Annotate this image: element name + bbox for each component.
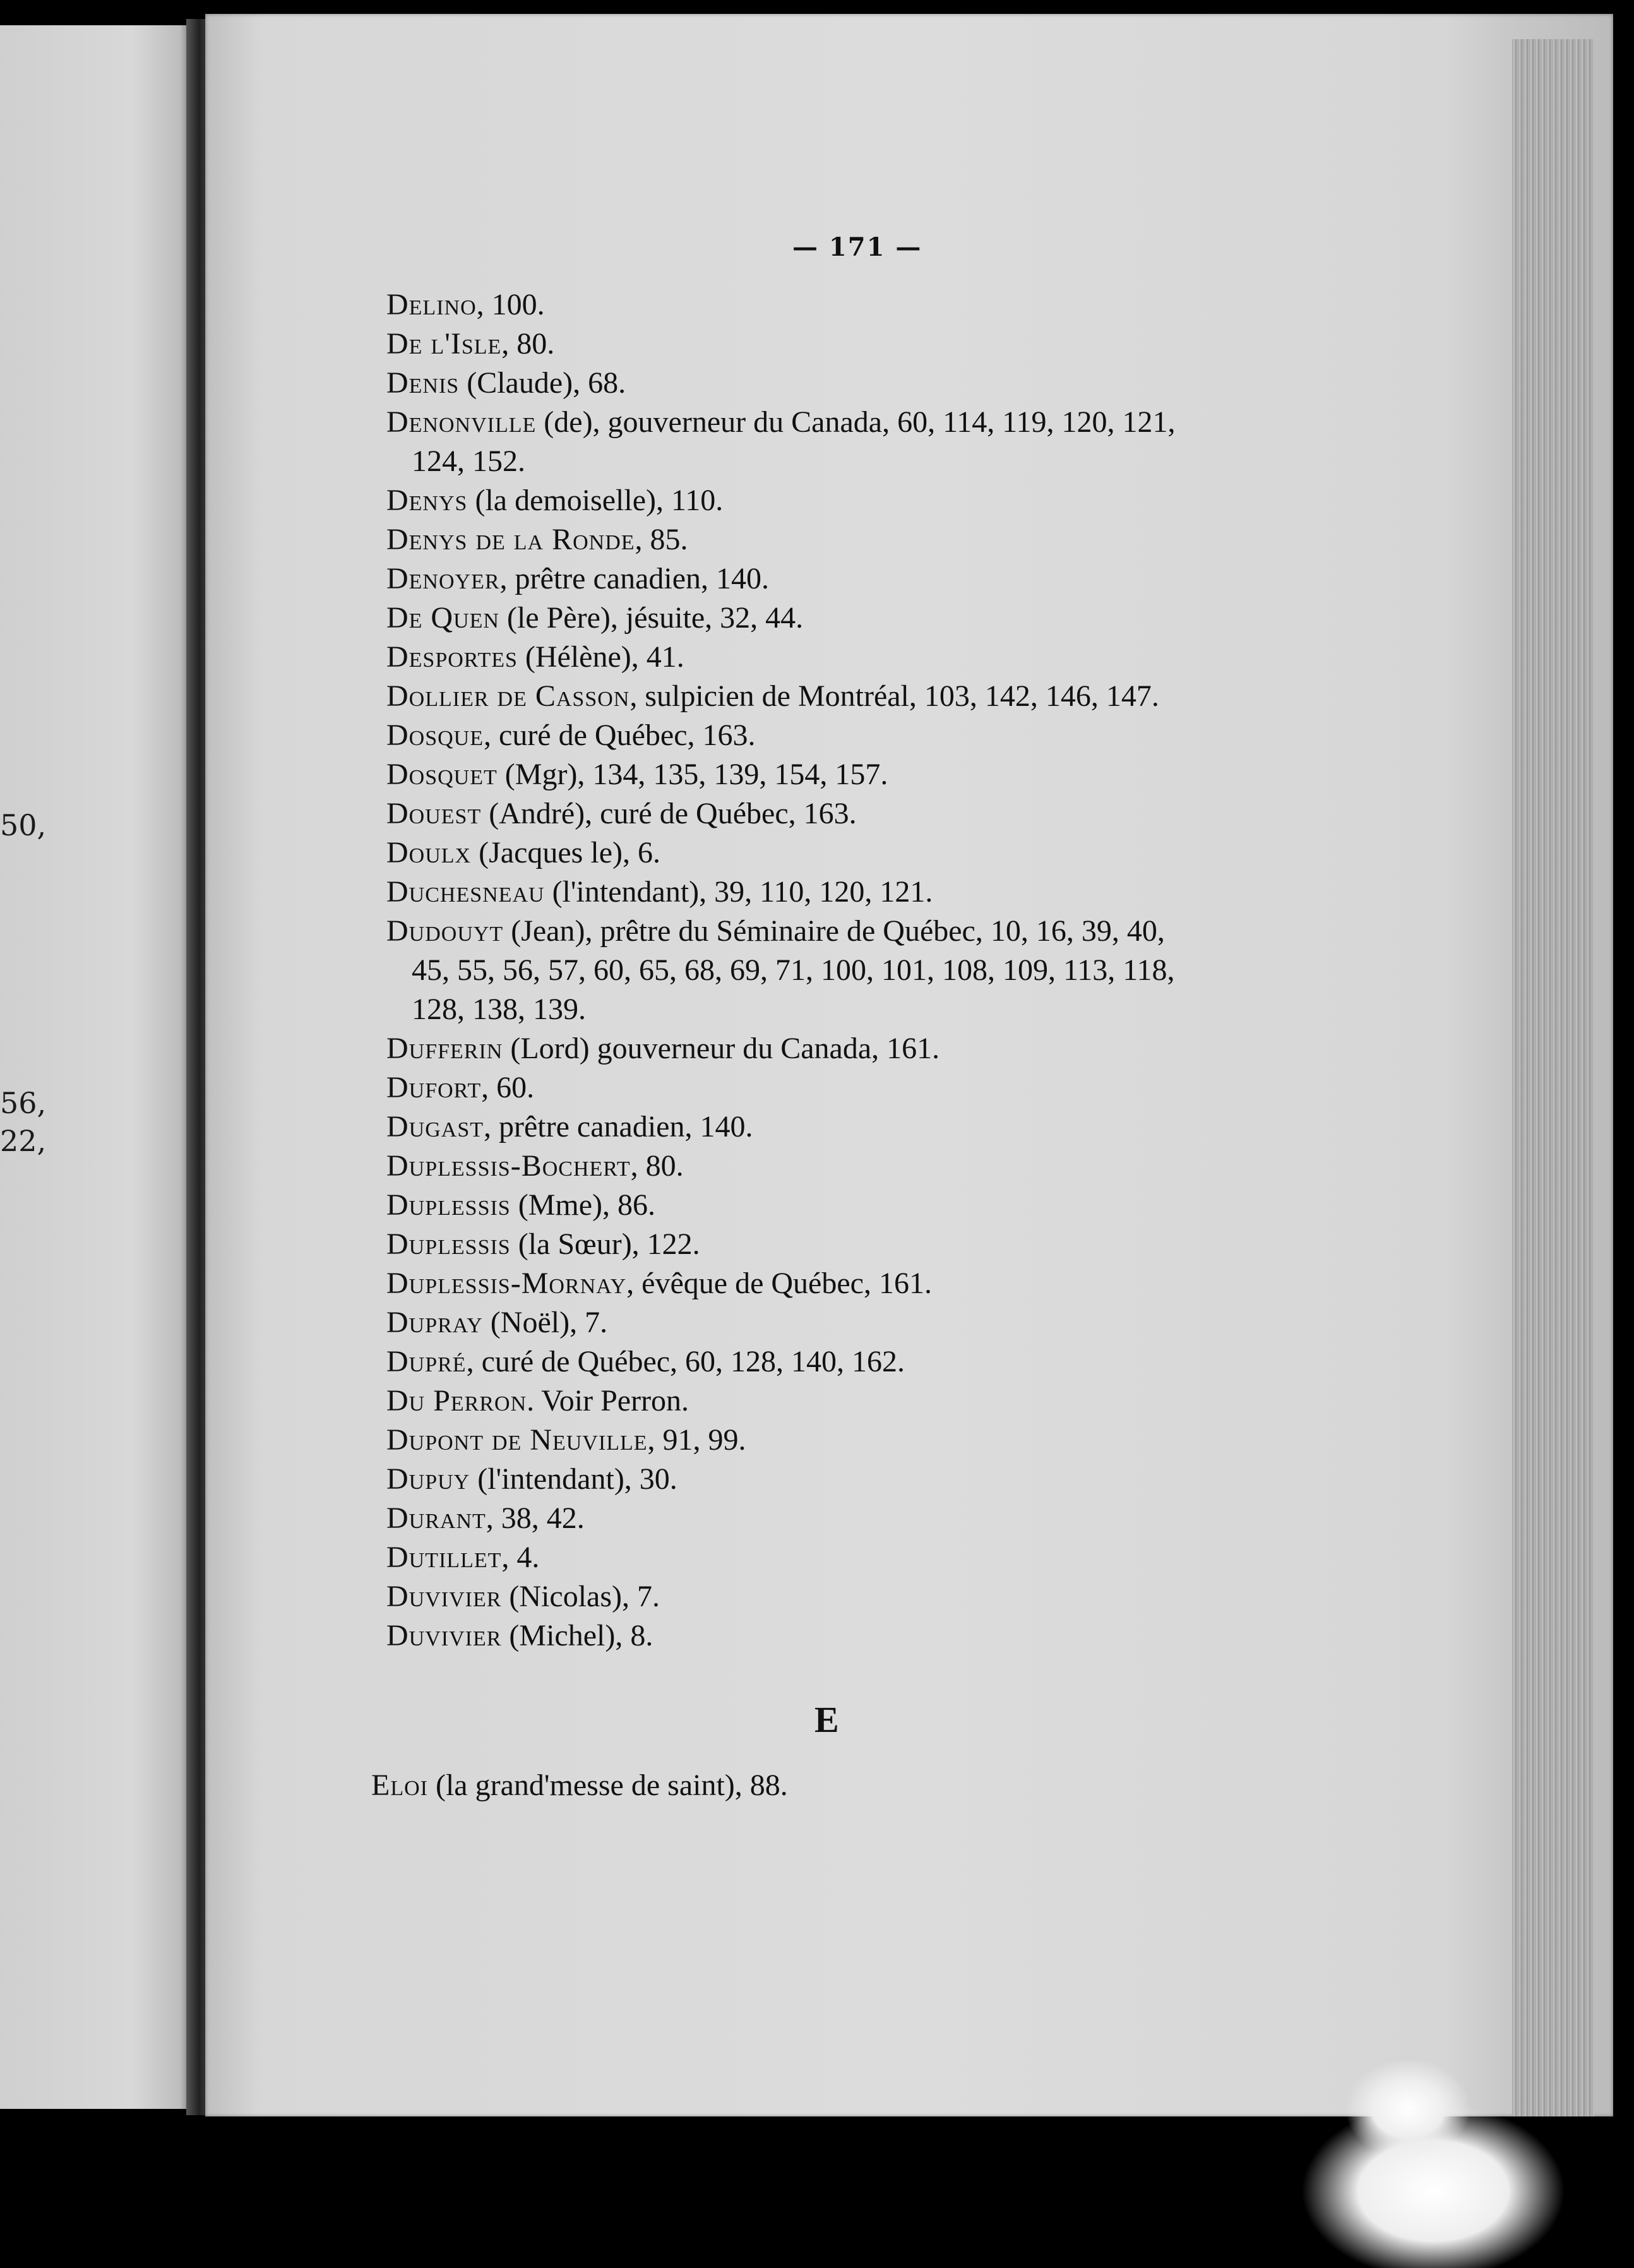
index-entry [386,1577,1333,1616]
entry-text: (Nicolas), 7. [501,1580,660,1613]
index-entry [386,1264,1333,1303]
index-entry [386,520,1333,559]
entry-text: (l'intendant), 39, 110, 120, 121. [544,875,933,909]
index-entry [386,364,1333,403]
entry-heading: De l'Isle [386,327,502,361]
entry-text: (Lord) gouverneur du Canada, 161. [503,1032,940,1065]
entry-heading: Denonville [386,405,537,439]
entry-text: , curé de Québec, 163. [484,719,756,752]
entry-text: (Jean), prêtre du Séminaire de Québec, 10, 16, 39, 40, [503,914,1165,948]
entry-heading: Dufferin [386,1032,503,1065]
index-entry [386,716,1333,755]
entry-text: (Hélène), 41. [517,640,684,674]
entry-text: , curé de Québec, 60, 128, 140, 162. [466,1345,905,1378]
index-entry [386,990,1333,1029]
entry-heading: Dupont de Neuville [386,1423,648,1457]
entry-heading: Dollier de Casson [386,679,630,713]
index-entry-list-e [371,1768,788,1803]
entry-heading: Dosque [386,719,484,752]
index-entry [386,1382,1333,1421]
entry-text: (Claude), 68. [459,366,626,400]
entry-text: , prêtre canadien, 140. [484,1110,753,1143]
index-entry [386,1499,1333,1538]
entry-heading: Dufort [386,1071,482,1104]
index-entry [386,873,1333,912]
index-entry [386,403,1333,442]
entry-text: (Michel), 8. [501,1619,653,1652]
left-page-fragment: 50, [0,808,47,842]
entry-heading: Dupuy [386,1462,470,1496]
entry-heading: Doulx [386,836,472,869]
entry-heading: Duvivier [386,1580,502,1613]
index-entry [386,1029,1333,1068]
index-entry [386,677,1333,716]
index-entry [386,599,1333,638]
index-entry [386,1460,1333,1499]
entry-text: 45, 55, 56, 57, 60, 65, 68, 69, 71, 100, 101, 108, 109, 113, 118, [412,953,1175,987]
entry-heading: Dugast [386,1110,484,1143]
entry-text: , 91, 99. [647,1423,746,1457]
index-entry-list [386,285,1333,1656]
index-entry [386,638,1333,677]
index-entry [386,1303,1333,1342]
entry-text: (de), gouverneur du Canada, 60, 114, 119, 120, 121, [536,405,1176,439]
entry-heading: Du Perron [386,1384,527,1418]
index-entry [386,1538,1333,1577]
entry-text: , 80. [501,327,555,361]
entry-text: , évêque de Québec, 161. [626,1267,932,1300]
index-entry [386,559,1333,599]
entry-heading: De Quen [386,601,499,635]
section-heading: E [814,1699,839,1740]
entry-heading: Dosquet [386,758,498,791]
index-entry [386,325,1333,364]
index-entry [386,1068,1333,1107]
index-entry [386,833,1333,873]
index-entry [386,1421,1333,1460]
index-entry [386,912,1333,951]
left-facing-page [0,25,189,2109]
entry-text: , 85. [635,523,688,556]
entry-heading: Desportes [386,640,518,674]
index-entry [386,481,1333,520]
entry-text: , 4. [501,1541,540,1574]
index-entry [386,794,1333,833]
entry-text: (l'intendant), 30. [470,1462,677,1496]
entry-text: (la Sœur), 122. [510,1227,700,1261]
entry-heading: Duvivier [386,1619,502,1652]
entry-text: (Mme), 86. [510,1188,656,1222]
entry-heading: Duplessis-Mornay [386,1267,627,1300]
entry-text: , 80. [630,1149,684,1183]
entry-heading: Douest [386,797,482,830]
entry-text: (Mgr), 134, 135, 139, 154, 157. [497,758,888,791]
page-number: — 171 — [792,232,922,262]
entry-heading: Dutillet [386,1541,502,1574]
index-entry [386,285,1333,325]
index-entry [386,1186,1333,1225]
entry-text: 124, 152. [412,445,525,478]
entry-text: , 100. [476,288,545,321]
entry-text: . Voir Perron. [527,1384,689,1418]
entry-heading: Duplessis [386,1188,511,1222]
page-edges [1512,39,1594,2116]
entry-heading: Eloi [371,1769,428,1802]
entry-text: (Jacques le), 6. [471,836,660,869]
entry-text: , sulpicien de Montréal, 103, 142, 146, 147. [629,679,1159,713]
left-page-fragment: 56, [0,1086,47,1120]
entry-heading: Dudouyt [386,914,504,948]
entry-heading: Duchesneau [386,875,545,909]
entry-text: , 60. [481,1071,535,1104]
entry-text: (le Père), jésuite, 32, 44. [499,601,804,635]
index-entry [386,442,1333,481]
entry-heading: Denis [386,366,460,400]
entry-heading: Denoyer [386,562,500,595]
index-entry [386,755,1333,794]
index-entry [371,1768,788,1803]
entry-heading: Duplessis [386,1227,511,1261]
entry-heading: Dupray [386,1306,483,1339]
entry-text: (André), curé de Québec, 163. [481,797,857,830]
index-entry [386,1616,1333,1656]
entry-heading: Delino [386,288,477,321]
index-entry [386,1342,1333,1382]
index-entry [386,1225,1333,1264]
entry-heading: Dupré [386,1345,467,1378]
entry-text: (la demoiselle), 110. [467,484,724,517]
entry-text: (Noël), 7. [482,1306,608,1339]
index-entry [386,951,1333,990]
entry-heading: Duplessis-Bochert [386,1149,631,1183]
left-page-fragment: 22, [0,1124,47,1158]
entry-heading: Durant [386,1501,486,1535]
entry-text: (la grand'messe de saint), 88. [427,1769,788,1802]
entry-text: 128, 138, 139. [412,993,586,1026]
entry-text: , 38, 42. [486,1501,585,1535]
scan-smudge [1345,2058,1471,2159]
index-entry [386,1107,1333,1147]
entry-text: , prêtre canadien, 140. [499,562,770,595]
entry-heading: Denys [386,484,468,517]
index-entry [386,1147,1333,1186]
entry-heading: Denys de la Ronde [386,523,635,556]
